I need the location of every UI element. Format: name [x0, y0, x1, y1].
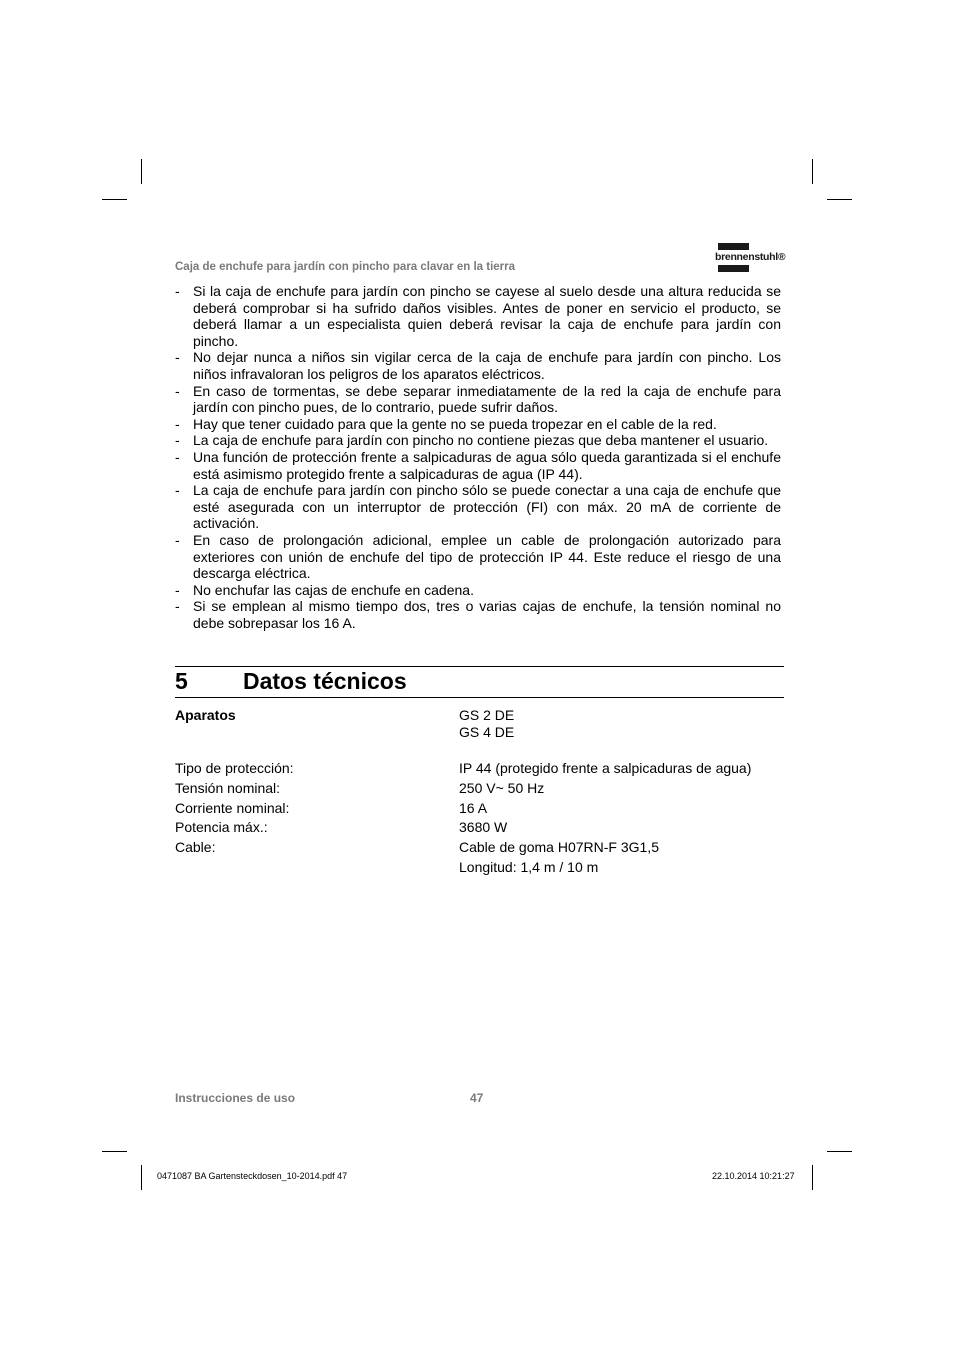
list-item: [175, 449, 781, 482]
crop-mark: [102, 1151, 127, 1152]
footer-title: Instrucciones de uso: [175, 1091, 296, 1105]
bullet-marker: -: [175, 415, 180, 432]
section-title: Datos técnicos: [243, 668, 407, 694]
bullet-marker: -: [175, 432, 180, 449]
spec-value-power: 3680 W: [459, 819, 508, 835]
bullet-marker: -: [175, 382, 180, 399]
spec-label-power: Potencia máx.:: [175, 819, 268, 835]
crop-mark: [812, 159, 813, 184]
list-item: [175, 482, 781, 532]
section-rule-bottom: [175, 697, 784, 698]
list-item: [175, 432, 781, 449]
list-item: [175, 349, 781, 382]
spec-label-protection: Tipo de protección:: [175, 760, 294, 776]
spec-label-voltage: Tensión nominal:: [175, 780, 281, 796]
spec-value-protection: IP 44 (protegido frente a salpicaduras de agua): [459, 760, 752, 776]
spec-value-cable: Cable de goma H07RN-F 3G1,5: [459, 839, 659, 855]
spec-value-device-2: GS 4 DE: [459, 724, 515, 740]
spec-value-length: Longitud: 1,4 m / 10 m: [459, 859, 599, 875]
logo-bar-top: [718, 243, 749, 250]
brand-logo: [713, 243, 785, 275]
bullet-marker: -: [175, 283, 180, 299]
crop-mark: [827, 199, 852, 200]
bullet-marker: -: [175, 448, 180, 465]
list-item: [175, 383, 781, 416]
list-item-text: Si la caja de enchufe para jardín con pincho se cayese al suelo desde una altura reducida se deberá comprobar si ha sufrido daños visibles. Antes de poner en servicio el producto, se deberá llamar a un especialista quien deberá revisar la caja de enchufe para jardín con pincho.: [193, 283, 781, 349]
list-item-text: No enchufar las cajas de enchufe en cadena.: [193, 581, 474, 598]
section-number: 5: [175, 668, 188, 694]
print-slug-date: 22.10.2014 10:21:27: [712, 1171, 795, 1181]
crop-mark: [102, 199, 127, 200]
list-item: [175, 598, 781, 631]
crop-mark: [827, 1151, 852, 1152]
page-number: 47: [470, 1091, 484, 1105]
list-item: [175, 532, 781, 582]
list-item-text: No dejar nunca a niños sin vigilar cerca de la caja de enchufe para jardín con pincho. Los niños infravaloran los peligros de los aparatos eléctricos.: [193, 349, 781, 382]
section-rule-top: [175, 666, 784, 667]
safety-list: [175, 283, 781, 631]
spec-value-voltage: 250 V~ 50 Hz: [459, 780, 545, 796]
list-item-text: Una función de protección frente a salpicaduras de agua sólo queda garantizada si el enchufe está asimismo protegido frente a salpicaduras de agua (IP 44).: [193, 448, 781, 482]
bullet-marker: -: [175, 349, 180, 366]
list-item-text: Si se emplean al mismo tiempo dos, tres o varias cajas de enchufe, la tensión nominal no debe sobrepasar los 16 A.: [193, 598, 781, 631]
list-item-text: En caso de tormentas, se debe separar inmediatamente de la red la caja de enchufe para jardín con pincho pues, de lo contrario, puede sufrir daños.: [193, 382, 781, 416]
spec-label-current: Corriente nominal:: [175, 800, 290, 816]
spec-value-device-1: GS 2 DE: [459, 707, 515, 723]
bullet-marker: -: [175, 581, 180, 598]
logo-wordmark: brennenstuhl®: [715, 251, 786, 263]
crop-mark: [141, 159, 142, 184]
spec-label-cable: Cable:: [175, 839, 216, 855]
crop-mark: [141, 1165, 142, 1190]
list-item-text: La caja de enchufe para jardín con pincho no contiene piezas que deba mantener el usuario.: [193, 432, 769, 449]
list-item: [175, 416, 781, 433]
bullet-marker: -: [175, 482, 180, 499]
list-item-text: Hay que tener cuidado para que la gente no se pueda tropezar en el cable de la red.: [193, 415, 717, 432]
list-item-text: En caso de prolongación adicional, emplee un cable de prolongación autorizado para exteriores con unión de enchufe del tipo de protección IP 44. Este reduce el riesgo de una descarga eléctrica.: [193, 531, 781, 582]
running-header: Caja de enchufe para jardín con pincho para clavar en la tierra: [175, 261, 516, 273]
list-item: [175, 283, 781, 349]
logo-bar-bottom: [718, 265, 749, 272]
crop-mark: [812, 1165, 813, 1190]
list-item: [175, 582, 781, 599]
spec-value-current: 16 A: [459, 800, 488, 816]
bullet-marker: -: [175, 598, 180, 615]
bullet-marker: -: [175, 531, 180, 548]
list-item-text: La caja de enchufe para jardín con pincho sólo se puede conectar a una caja de enchufe que esté asegurada con un interruptor de protección (FI) con máx. 20 mA de corriente de activación.: [193, 482, 781, 532]
print-slug-file: 0471087 BA Gartensteckdosen_10-2014.pdf 47: [157, 1171, 348, 1181]
spec-label-devices: Aparatos: [175, 707, 236, 723]
